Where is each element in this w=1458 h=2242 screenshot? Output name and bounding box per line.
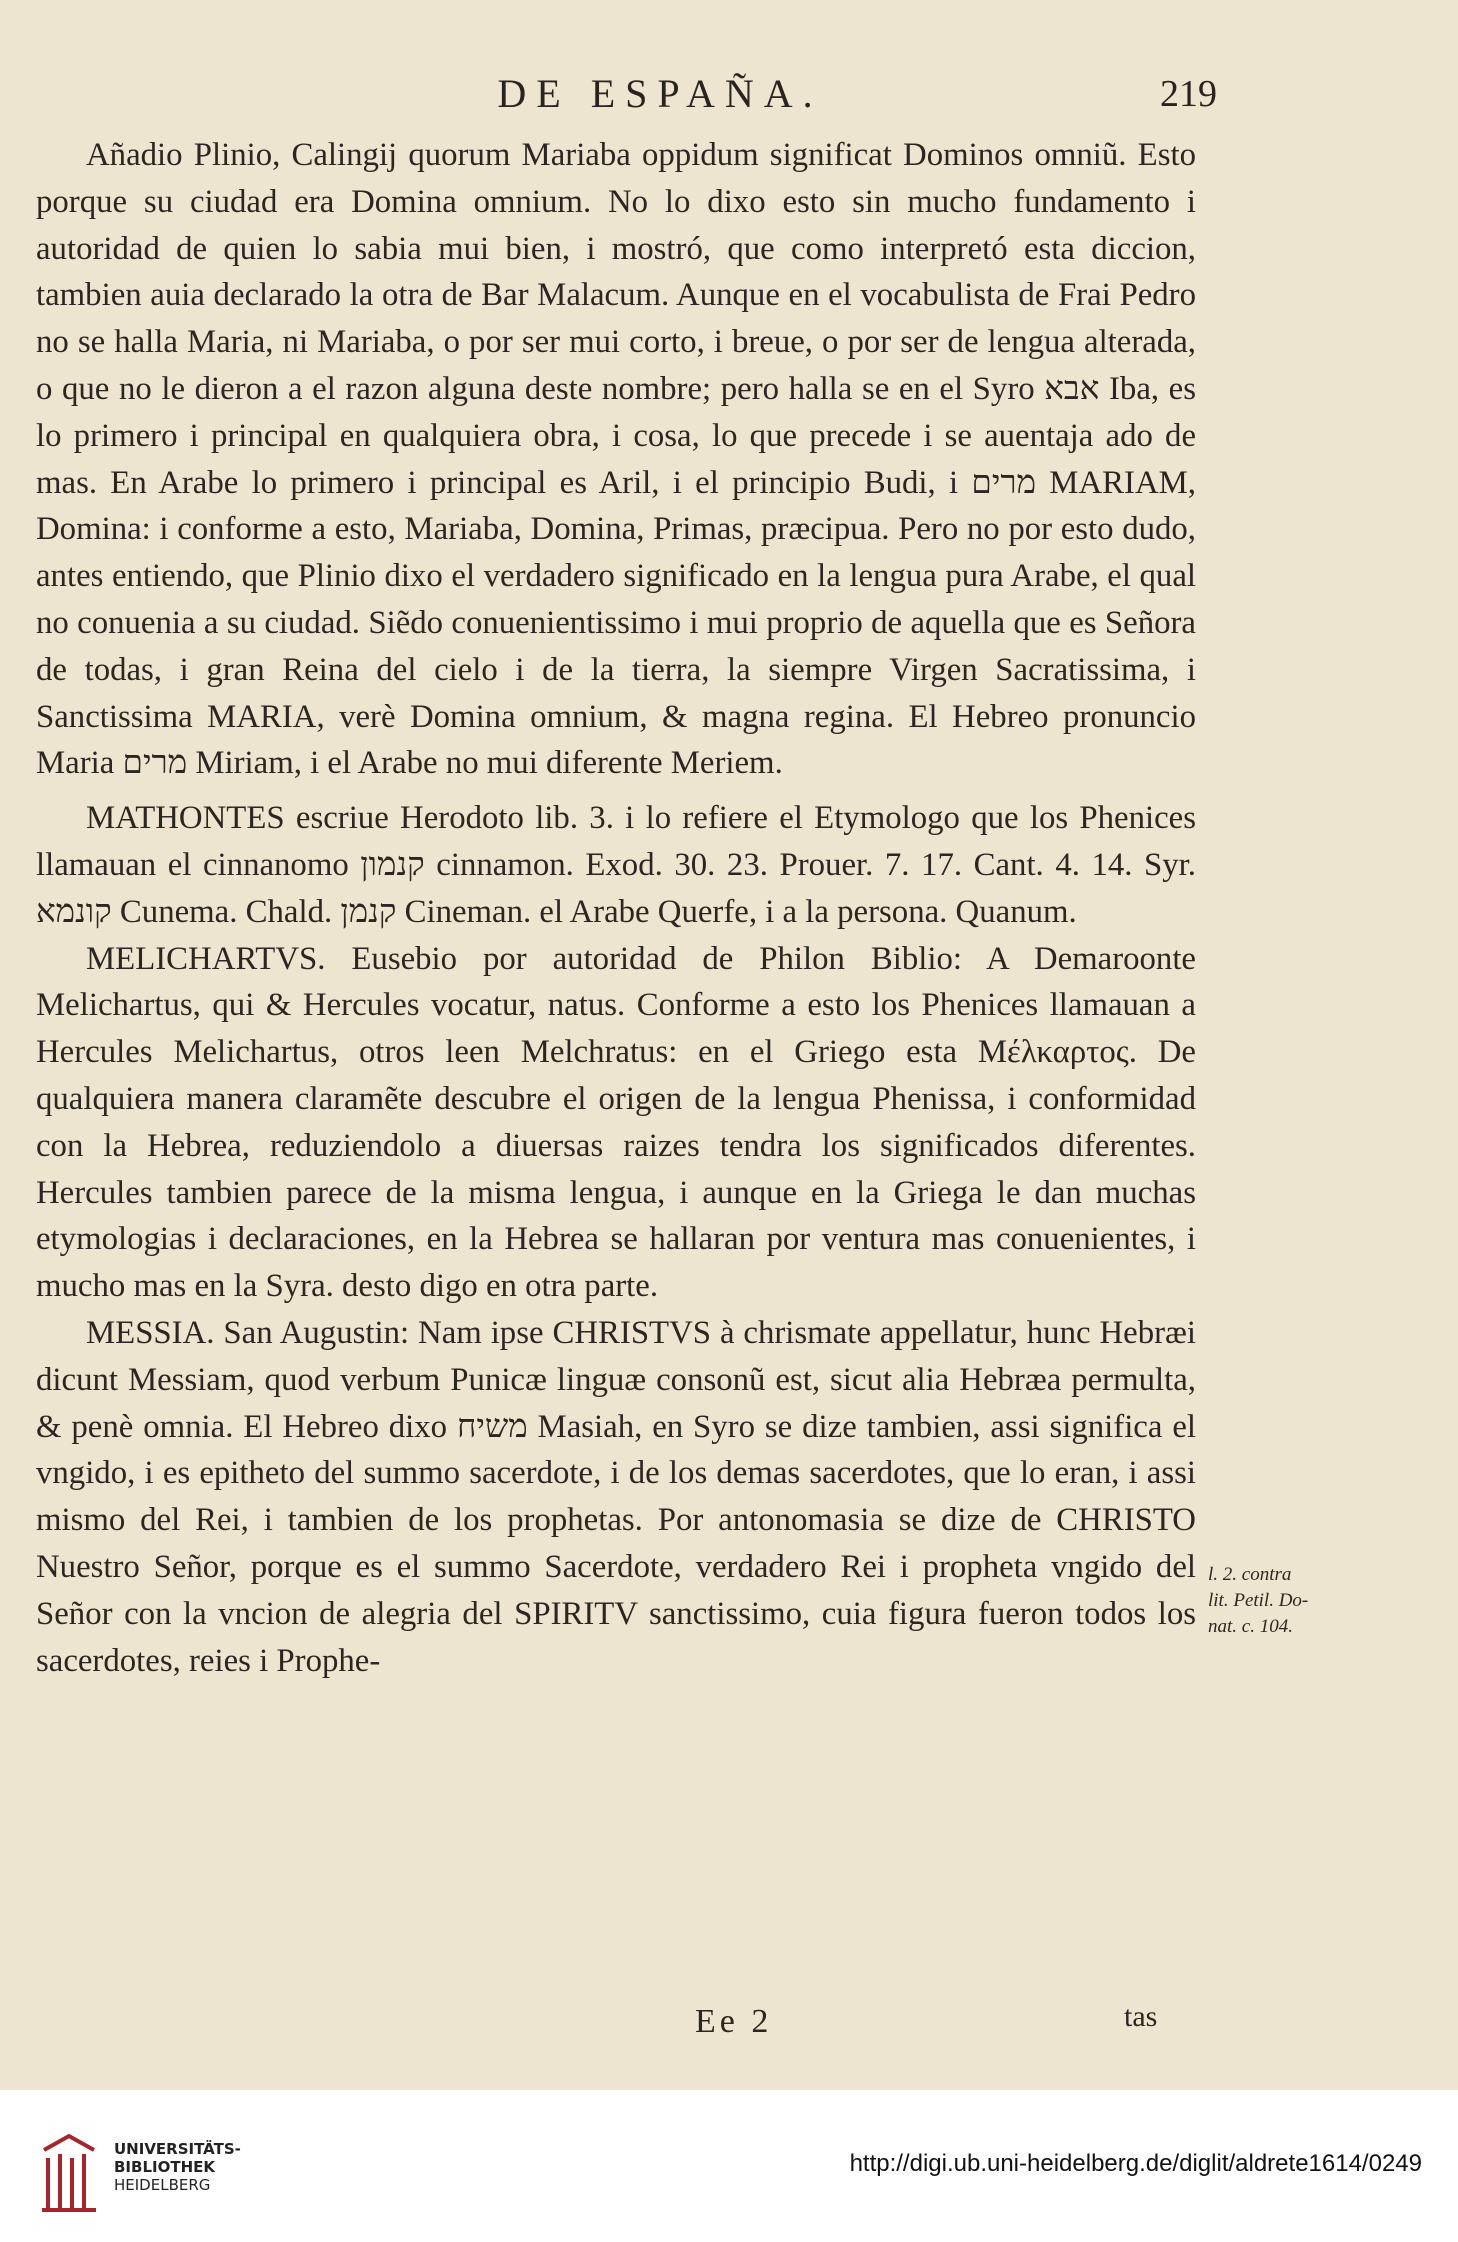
catchword: tas [1124,2000,1158,2033]
footer [0,2090,1458,2242]
paragraph-plinio: Añadio Plinio, Calingij quorum Mariaba oppidum significat Dominos omniũ. Esto porque su ciudad era Domina omnium. No lo dixo esto sin mucho fundamento i autoridad de quien lo sabia mui bien, i mostró, que como interpretó esta diccion, tambien auia declarado la otra de Bar Malacum. Aunque en el vocabulista de Frai Pedro no se halla Maria, ni Mariaba, o por ser mui corto, i breue, o por ser de lengua alterada, o que no le dieron a el razon alguna deste nombre; pero halla se en el Syro אבא Iba, es lo primero i principal en qualquiera obra, i cosa, lo que precede i se auentaja ado de mas. En Arabe lo primero i principal es Aril, i el principio Budi, i מרים MARIAM, Domina: i conforme a esto, Mariaba, Domina, Primas, præcipua. Pero no por esto dudo, antes entiendo, que Plinio dixo el verdadero significado en la lengua pura Arabe, el qual no conuenia a su ciudad. Siẽdo conuenientissimo i mui proprio de aquella que es Señora de todas, i gran Reina del cielo i de la tierra, la siempre Virgen Sacratissima, i Sanctissima MARIA, verè Domina omnium, & magna regina. El Hebreo pronuncio Maria מרים Miriam, i el Arabe no mui diferente Meriem. [36,137,1196,782]
running-head: DE ESPAÑA. [497,71,823,116]
marginal-note [1208,1562,1338,1640]
library-name [114,2140,241,2194]
body-text [36,132,1196,1684]
marginal-note-line: nat. c. 104. [1208,1616,1293,1637]
library-logo-icon [34,2130,104,2214]
library-name-line: BIBLIOTHEK [114,2158,215,2176]
marginal-note-line: l. 2. contra [1208,1564,1292,1585]
library-name-line: UNIVERSITÄTS- [114,2140,241,2158]
paragraph-mathontes: MATHONTES escriue Herodoto lib. 3. i lo refiere el Etymologo que los Phenices llamauan el cinnanomo קנמון cinnamon. Exod. 30. 23. Prouer. 7. 17. Cant. 4. 14. Syr. קונמא Cunema. Chald. קנמן Cineman. el Arabe Querfe, i a la persona. Quanum. [36,800,1196,930]
marginal-note-line: lit. Petil. Do- [1208,1590,1309,1611]
library-name-line: HEIDELBERG [114,2176,211,2194]
paragraph-messia: MESSIA. San Augustin: Nam ipse CHRISTVS à chrismate appellatur, hunc Hebræi dicunt Messiam, quod verbum Punicæ linguæ consonũ est, sicut alia Hebræa permulta, & penè omnia. El Hebreo dixo משיח Masiah, en Syro se dize tambien, assi significa el vngido, i es epitheto del summo sacerdote, i de los demas sacerdotes, que lo eran, i assi mismo del Rei, i tambien de los prophetas. Por antonomasia se dize de CHRISTO Nuestro Señor, porque es el summo Sacerdote, verdadero Rei i propheta vngido del Señor con la vncion de alegria del SPIRITV sanctissimo, cuia figura fueron todos los sacerdotes, reies i Prophe- [36,1314,1196,1679]
signature-mark: Ee 2 [695,2003,773,2040]
source-url[interactable]: http://digi.ub.uni-heidelberg.de/diglit/aldrete1614/0249 [849,2150,1422,2177]
page-number: 219 [1160,73,1217,115]
paragraph-melichartus: MELICHARTVS. Eusebio por autoridad de Philon Biblio: A Demaroonte Melichartus, qui & Hercules vocatur, natus. Conforme a esto los Phenices llamauan a Hercules Melichartus, otros leen Melchratus: en el Griego esta Μέλκαρτος. De qualquiera manera claramẽte descubre el origen de la lengua Phenissa, i conformidad con la Hebrea, reduziendolo a diuersas raizes tendra los significados diferentes. Hercules tambien parece de la misma lengua, i aunque en la Griega le dan muchas etymologias i declaraciones, en la Hebrea se hallaran por ventura mas conuenientes, i mucho mas en la Syra. desto digo en otra parte. [36,940,1196,1305]
page-header [0,70,1458,130]
